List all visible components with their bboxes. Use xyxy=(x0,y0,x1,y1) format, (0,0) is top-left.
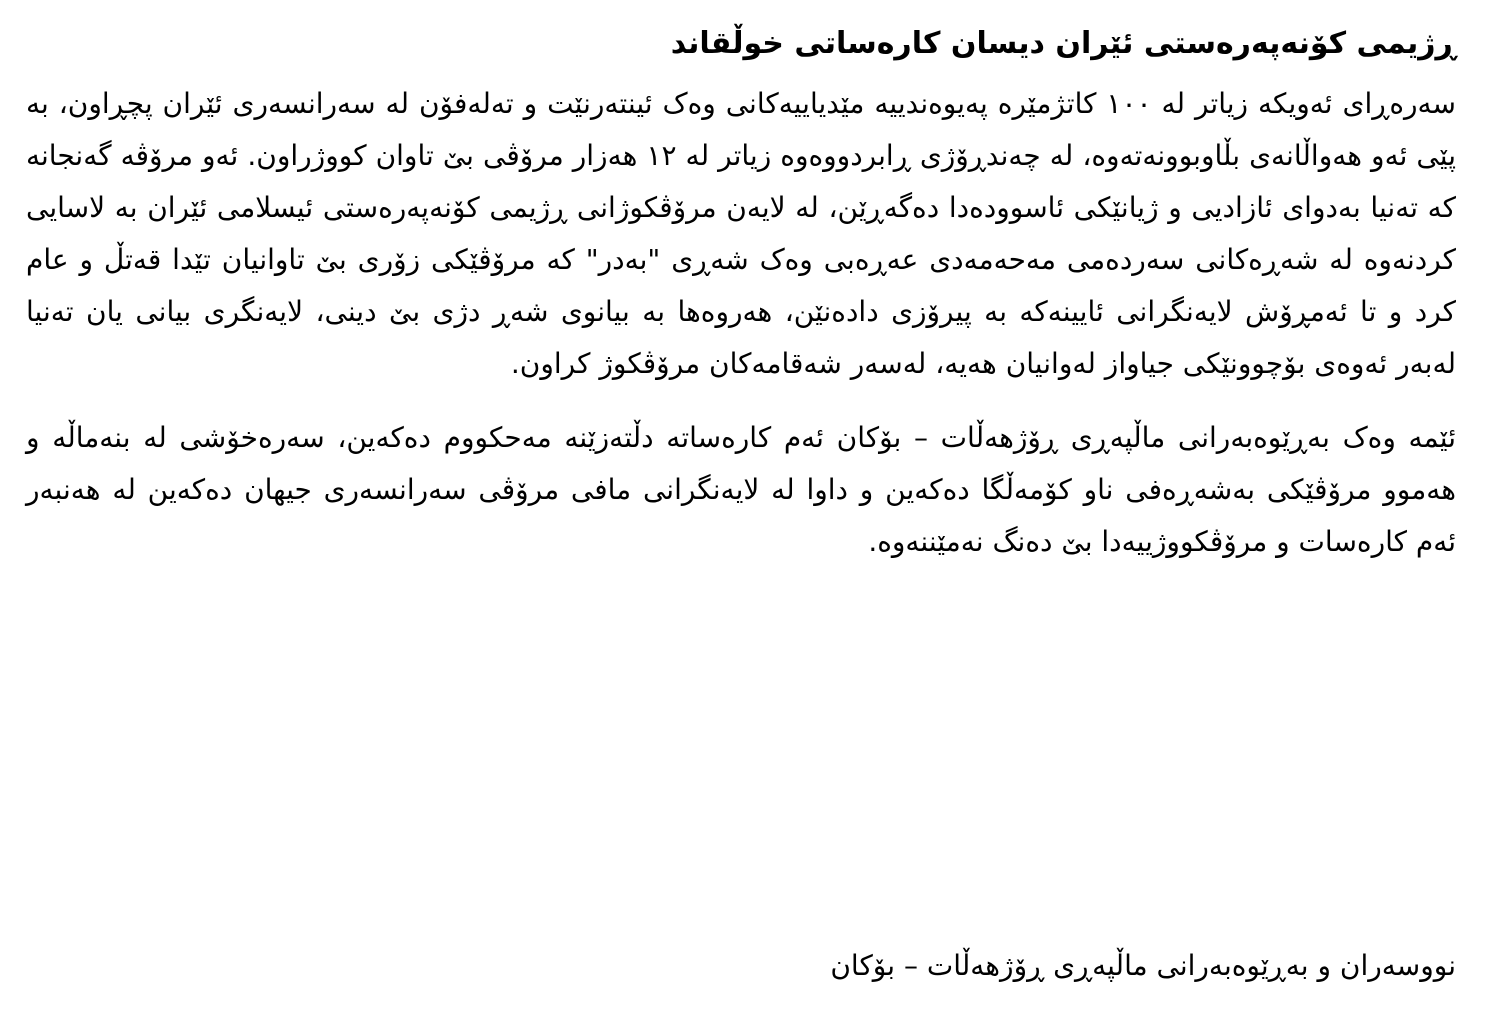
article-paragraph-1: سەرەڕای ئەویکە زیاتر لە ١٠٠ کاتژمێرە پەیوەندییە مێدیاییەکانی وەک ئینتەرنێت و تەلەفۆن لە سەرانسەری ئێران پچڕاون، بە پێی ئەو هەواڵانەی بڵاوبوونەتەوە، لە چەندڕۆژی ڕابردووەوە زیاتر لە ١٢ هەزار مرۆڤی بێ تاوان کووژراون. ئەو مرۆڤە گەنجانە کە تەنیا بەدوای ئازادیی و ژیانێکی ئاسوودەدا دەگەڕێن، لە لایەن مرۆڤکوژانی ڕژیمی کۆنەپەرەستی ئیسلامی ئێران بە لاسایی کردنەوە لە شەڕەکانی سەردەمی مەحەمەدی عەڕەبی وەک شەڕی "بەدر" کە مرۆڤێکی زۆری بێ تاوانیان تێدا قەتڵ و عام کرد و تا ئەمڕۆش لایەنگرانی ئایینەکە بە پیرۆزی دادەنێن، هەروەها بە بیانوی شەڕ دژی بێ دینی، لایەنگری بیانی یان تەنیا لەبەر ئەوەی بۆچوونێکی جیاواز لەوانیان هەیە، لەسەر شەقامەکان مرۆڤکوژ کراون. xyxy=(26,87,1457,380)
article-signature: نووسەران و بەڕێوەبەرانی ماڵپەڕی ڕۆژهەڵات – بۆکان xyxy=(830,949,1456,982)
article-title: ڕژیمی کۆنەپەرەستی ئێران دیسان کارەساتی خوڵقاند xyxy=(670,26,1456,61)
article-paragraph-2: ئێمە وەک بەڕێوەبەرانی ماڵپەڕی ڕۆژهەڵات – بۆکان ئەم کارەساتە دڵتەزێنە مەحکووم دەکەین، سەرەخۆشی لە بنەماڵە و هەموو مرۆڤێکی بەشەڕەفی ناو کۆمەڵگا دەکەین و داوا لە لایەنگرانی مافی مرۆڤی سەرانسەری جیهان دەکەین لە هەنبەر ئەم کارەسات و مرۆڤکووژییەدا بێ دەنگ نەمێننەوە. xyxy=(26,421,1456,558)
